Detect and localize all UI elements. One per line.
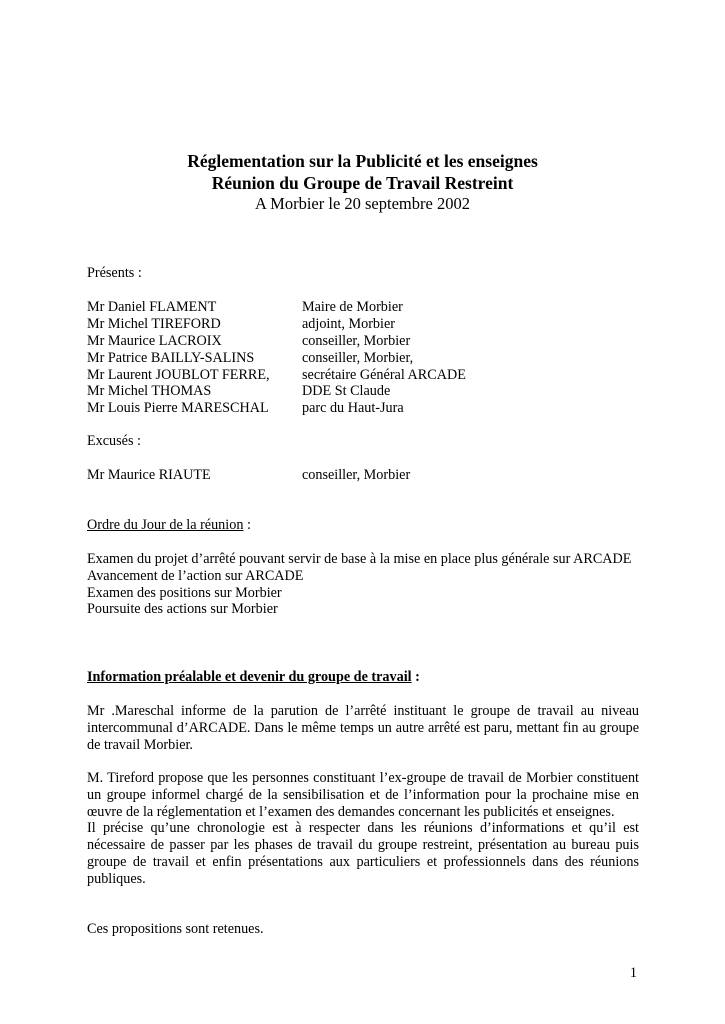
person-name: Mr Maurice LACROIX — [87, 332, 222, 349]
list-item — [87, 333, 639, 350]
document-title: Réglementation sur la Publicité et les enseignes — [187, 151, 538, 171]
agenda-heading-suffix: : — [243, 517, 251, 533]
agenda-item: Poursuite des actions sur Morbier — [87, 601, 278, 618]
list-item — [87, 383, 639, 400]
page-number: 1 — [629, 965, 637, 981]
person-role: Maire de Morbier — [302, 299, 403, 315]
agenda-item: Examen des positions sur Morbier — [87, 584, 282, 601]
list-item — [87, 367, 639, 384]
person-name: Mr Patrice BAILLY-SALINS — [87, 349, 255, 366]
person-role: conseiller, Morbier — [302, 332, 411, 349]
excuses-label: Excusés : — [87, 433, 141, 449]
person-role: conseiller, Morbier, — [302, 349, 414, 366]
paragraph-2-text: M. Tireford propose que les personnes constituant l’ex-groupe de travail de Morbier constituent un groupe informel chargé de la sensibilisation et de l’information pour la prochaine mise en œuvre de la réglementation et l’examen des demandes concernant les publicités et enseignes. — [87, 770, 639, 820]
agenda-item: Avancement de l’action sur ARCADE — [87, 567, 304, 584]
person-role: DDE St Claude — [302, 383, 391, 400]
section-heading — [87, 669, 639, 686]
paragraph-4: Ces propositions sont retenues. — [87, 921, 264, 937]
presents-list — [87, 299, 639, 417]
person-name: Mr Michel THOMAS — [87, 383, 212, 400]
agenda-heading-text: Ordre du Jour de la réunion — [87, 517, 244, 533]
presents-label: Présents : — [87, 265, 142, 281]
list-item — [87, 467, 639, 484]
person-role: conseiller, Morbier — [302, 467, 411, 483]
person-role: adjoint, Morbier — [302, 315, 395, 332]
document-title-line2: Réunion du Groupe de Travail Restreint — [211, 173, 514, 193]
paragraph-1: Mr .Mareschal informe de la parution de l’arrêté instituant le groupe de travail au niveau intercommunal d’ARCADE. Dans le même temps un autre arrêté est paru, mettant fin au groupe de travail Morbier. — [87, 703, 639, 753]
agenda-list — [87, 551, 639, 618]
title-block — [0, 150, 725, 214]
list-item — [87, 400, 639, 417]
paragraph-3-text: Il précise qu’une chronologie est à respecter dans les réunions d’informations et qu’il est nécessaire de passer par les phases de travail du groupe restreint, présentation au bureau puis groupe de travail et enfin présentations aux particuliers et professionnels dans des réunions publiques. — [87, 820, 639, 887]
list-item — [87, 350, 639, 367]
excuses-list — [87, 467, 639, 484]
person-name: Mr Daniel FLAMENT — [87, 299, 217, 315]
agenda-item: Examen du projet d’arrêté pouvant servir de base à la mise en place plus générale sur ARCADE — [87, 551, 632, 567]
paragraph-2 — [87, 770, 639, 888]
list-item — [87, 299, 639, 316]
list-item — [87, 316, 639, 333]
person-name: Mr Michel TIREFORD — [87, 315, 221, 332]
person-role: secrétaire Général ARCADE — [302, 366, 466, 383]
person-role: parc du Haut-Jura — [302, 400, 404, 417]
agenda-heading — [87, 517, 639, 534]
person-name: Mr Laurent JOUBLOT FERRE, — [87, 366, 270, 383]
person-name: Mr Maurice RIAUTE — [87, 467, 211, 483]
section-heading-suffix: : — [411, 669, 420, 685]
section-heading-text: Information préalable et devenir du groupe de travail — [87, 669, 412, 685]
document-subtitle: A Morbier le 20 septembre 2002 — [255, 194, 470, 213]
person-name: Mr Louis Pierre MARESCHAL — [87, 400, 269, 417]
